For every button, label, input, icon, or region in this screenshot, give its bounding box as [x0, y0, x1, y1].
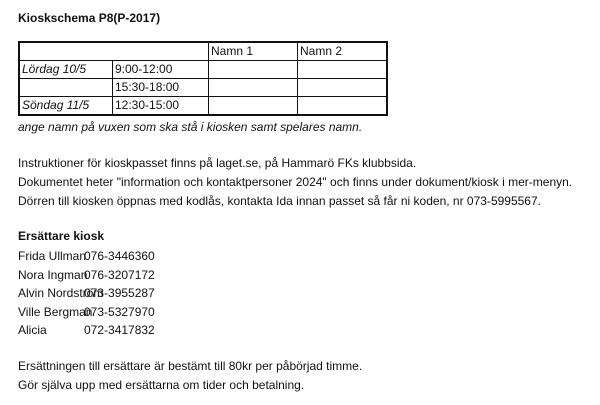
table-row: [19, 61, 387, 79]
payment-line: Gör själva upp med ersättarna om tider och betalning.: [18, 378, 305, 392]
instruction-line: Dokumentet heter "information och kontaktpersoner 2024" och finns under dokument/kiosk i mer-menyn.: [18, 175, 573, 189]
time-cell: 9:00-12:00: [113, 61, 209, 79]
instruction-line: Instruktioner för kioskpasset finns på laget.se, på Hammarö FKs klubbsida.: [18, 156, 417, 170]
list-item: [18, 247, 155, 266]
table-row: [19, 79, 387, 97]
substitute-name: Frida Ullman: [18, 249, 87, 263]
substitute-name: Ville Bergman: [18, 304, 93, 319]
instructions: [18, 154, 572, 211]
substitutes-heading: Ersättare kiosk: [18, 229, 105, 243]
schedule-table: [18, 41, 388, 116]
substitute-phone: 073-5327970: [84, 304, 155, 319]
day-cell: Söndag 11/5: [19, 97, 113, 116]
name1-cell[interactable]: [209, 79, 298, 97]
substitute-name: Alicia: [18, 323, 47, 337]
name2-cell[interactable]: [298, 97, 388, 116]
payment-line: Ersättningen till ersättare är bestämt till 80kr per påbörjad timme.: [18, 359, 363, 373]
list-item: [18, 321, 155, 340]
day-cell: [19, 79, 113, 97]
list-item: [18, 266, 155, 285]
substitute-phone: 076-3446360: [84, 249, 155, 263]
header-name1: Namn 1: [209, 42, 298, 61]
header-name2: Namn 2: [298, 42, 388, 61]
substitute-phone: 076-3207172: [84, 267, 155, 282]
list-item: [18, 284, 155, 303]
name2-cell[interactable]: [298, 61, 388, 79]
header-blank-cell: [19, 42, 209, 61]
day-cell: Lördag 10/5: [19, 61, 113, 79]
name2-cell[interactable]: [298, 79, 388, 97]
table-note: ange namn på vuxen som ska stå i kiosken samt spelares namn.: [18, 120, 363, 134]
substitutes-list: [18, 247, 155, 340]
substitute-name: Nora Ingman: [18, 267, 88, 282]
payment-info: [18, 357, 362, 395]
substitute-phone: 072-3417832: [84, 323, 155, 337]
table-row: [19, 97, 387, 116]
time-cell: 15:30-18:00: [113, 79, 209, 97]
name1-cell[interactable]: [209, 61, 298, 79]
substitute-name: Alvin Nordström: [18, 286, 104, 300]
table-header-row: [19, 42, 387, 61]
substitute-phone: 073-3955287: [84, 286, 155, 300]
name1-cell[interactable]: [209, 97, 298, 116]
list-item: [18, 303, 155, 322]
instruction-line: Dörren till kiosken öppnas med kodlås, kontakta Ida innan passet så får ni koden, nr 073-5995567.: [18, 194, 541, 208]
time-cell: 12:30-15:00: [113, 97, 209, 116]
document-title: Kioskschema P8(P-2017): [18, 11, 161, 25]
